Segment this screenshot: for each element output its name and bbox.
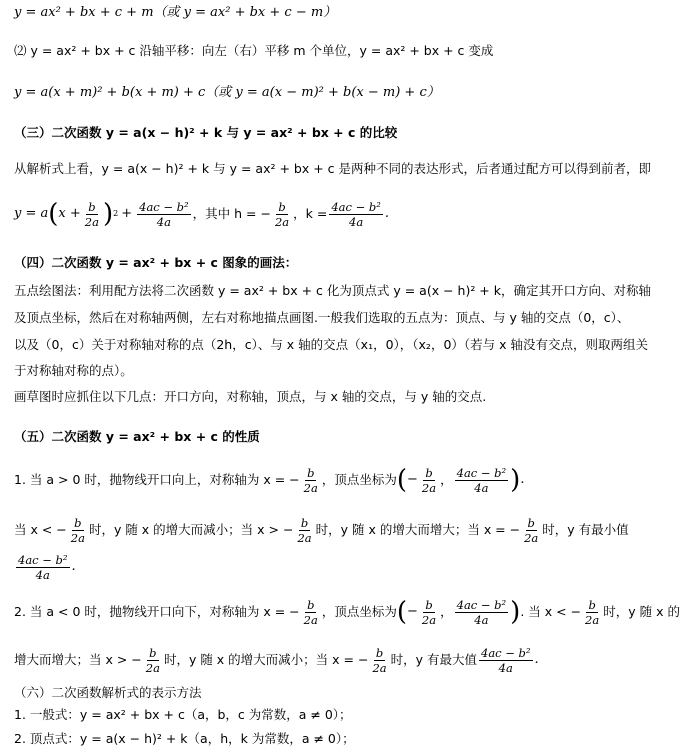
text-segment: 增大而增大；当 x > − bbox=[14, 652, 142, 667]
fraction-numerator: b bbox=[74, 515, 82, 530]
property-monotonic-min bbox=[14, 512, 629, 548]
fraction-denominator: 4a bbox=[474, 612, 489, 627]
heading-section-3: （三）二次函数 y = a(x − h)² + k 与 y = ax² + bx + c 的比较 bbox=[14, 125, 398, 140]
fraction-denominator: 2a bbox=[421, 612, 437, 627]
var-x: x + bbox=[58, 206, 81, 221]
fraction-numerator: b bbox=[527, 515, 535, 530]
where-k: ，k = bbox=[293, 206, 328, 221]
general-form-line: 1. 一般式：y = ax² + bx + c（a，b，c 为常数，a ≠ 0）； bbox=[14, 707, 352, 722]
text-segment: . 当 x < − bbox=[520, 604, 582, 619]
paragraph-section-4-e: 画草图时应抓住以下几点：开口方向，对称轴，顶点，与 x 轴的交点，与 y 轴的交点. bbox=[14, 389, 487, 404]
minus-sign: − bbox=[407, 604, 418, 619]
fraction-numerator: b bbox=[307, 597, 315, 612]
text-segment: 时，y 随 x 的增大而减小；当 x = − bbox=[163, 652, 369, 667]
property-a-positive bbox=[14, 462, 524, 498]
fraction-numerator: b bbox=[149, 645, 157, 660]
fraction-denominator: 4a bbox=[35, 567, 50, 582]
fraction-numerator: b bbox=[425, 465, 433, 480]
text-segment: ，顶点坐标为 bbox=[321, 472, 397, 487]
fraction-numerator: b bbox=[425, 597, 433, 612]
fraction-b-2a bbox=[295, 516, 313, 545]
period: . bbox=[534, 652, 539, 667]
fraction-denominator: 4a bbox=[156, 214, 171, 229]
fraction-numerator: 4ac − b² bbox=[18, 552, 68, 567]
paragraph-section-4-b: 及顶点坐标，然后在对称轴两侧，左右对称地描点画图.一般我们选取的五点为：顶点、与 y 轴的交点（0，c）、 bbox=[14, 310, 630, 325]
fraction-k bbox=[479, 646, 533, 675]
exponent-2: 2 bbox=[113, 209, 119, 218]
formula-line-3: y = a(x + m)² + b(x + m) + c（或 y = a(x − m)² + b(x − m) + c） bbox=[14, 85, 440, 100]
paren-close: ) bbox=[102, 199, 114, 229]
fraction-denominator: 2a bbox=[585, 612, 600, 627]
paragraph-section-4-d: 于对称轴对称的点）。 bbox=[14, 363, 133, 378]
fraction-numerator: b bbox=[88, 199, 96, 214]
formula-vertex-form bbox=[14, 196, 389, 232]
fraction-b-2a bbox=[144, 646, 162, 675]
property-a-negative bbox=[14, 594, 680, 630]
fraction-b-2a bbox=[583, 598, 601, 627]
text-segment: 时，y 有最大值 bbox=[390, 652, 477, 667]
text-segment: 时，y 随 x 的增大而增大；当 x = − bbox=[315, 522, 521, 537]
fraction-denominator: 2a bbox=[372, 660, 387, 675]
fraction-denominator: 2a bbox=[303, 480, 318, 495]
text-segment: 时，y 随 x 的 bbox=[603, 604, 680, 619]
text-segment: 时，y 有最小值 bbox=[542, 522, 629, 537]
heading-section-4: （四）二次函数 y = ax² + bx + c 图象的画法： bbox=[14, 255, 298, 270]
comma: ， bbox=[440, 604, 453, 619]
fraction-denominator: 4a bbox=[498, 660, 513, 675]
fraction-k bbox=[16, 553, 70, 582]
fraction-denominator: 2a bbox=[84, 214, 99, 229]
fraction-b-2a bbox=[370, 646, 388, 675]
period: . bbox=[71, 559, 76, 574]
where-h: ，其中 h = − bbox=[192, 206, 271, 221]
comma: ， bbox=[440, 472, 453, 487]
paren-open: ( bbox=[396, 597, 408, 627]
heading-section-6: （六）二次函数解析式的表示方法 bbox=[14, 685, 202, 700]
fraction-b-2a bbox=[420, 598, 438, 627]
paren-open: ( bbox=[396, 465, 408, 495]
fraction-denominator: 2a bbox=[274, 214, 290, 229]
fraction-numerator: 4ac − b² bbox=[331, 199, 381, 214]
fraction-numerator: b bbox=[307, 465, 315, 480]
fraction-denominator: 2a bbox=[297, 530, 312, 545]
fraction-numerator: b bbox=[278, 199, 286, 214]
fraction-numerator: 4ac − b² bbox=[139, 199, 189, 214]
text-segment: 2. 当 a < 0 时，抛物线开口向下，对称轴为 x = − bbox=[14, 604, 300, 619]
paren-open: ( bbox=[48, 199, 59, 229]
paren-close: ) bbox=[510, 465, 521, 495]
text-line-translation: ⑵ y = ax² + bx + c 沿轴平移：向左（右）平移 m 个单位，y = ax² + bx + c 变成 bbox=[14, 43, 494, 58]
text-segment: 当 x < − bbox=[14, 522, 67, 537]
fraction-numerator: b bbox=[375, 645, 384, 660]
fraction-denominator: 2a bbox=[421, 480, 437, 495]
fraction-numerator: b bbox=[300, 515, 309, 530]
plus-sign: + bbox=[121, 206, 133, 221]
fraction-k bbox=[137, 200, 191, 229]
period: . bbox=[384, 206, 390, 221]
fraction-b-2a bbox=[420, 466, 438, 495]
fraction-numerator: 4ac − b² bbox=[456, 597, 507, 612]
fraction-denominator: 2a bbox=[524, 530, 539, 545]
fraction-denominator: 4a bbox=[349, 214, 364, 229]
fraction-b-2a bbox=[302, 598, 320, 627]
fraction-denominator: 2a bbox=[145, 660, 160, 675]
fraction-numerator: 4ac − b² bbox=[456, 465, 507, 480]
fraction-numerator: b bbox=[588, 597, 596, 612]
period: . bbox=[520, 472, 525, 487]
text-segment: ，顶点坐标为 bbox=[321, 604, 397, 619]
paragraph-section-4-a: 五点绘图法：利用配方法将二次函数 y = ax² + bx + c 化为顶点式 y = a(x − h)² + k，确定其开口方向、对称轴 bbox=[14, 283, 651, 298]
fraction-denominator: 2a bbox=[303, 612, 318, 627]
fraction-k-value bbox=[329, 200, 383, 229]
fraction-k bbox=[455, 466, 509, 495]
vertex-form-line: 2. 顶点式：y = a(x − h)² + k（a，h，k 为常数，a ≠ 0）； bbox=[14, 731, 355, 746]
minus-sign: − bbox=[407, 472, 418, 487]
fraction-b-2a bbox=[83, 200, 101, 229]
text-segment: 时，y 随 x 的增大而减小；当 x > − bbox=[88, 522, 294, 537]
formula-prefix: y = a bbox=[14, 206, 49, 221]
fraction-denominator: 2a bbox=[70, 530, 85, 545]
fraction-b-2a bbox=[302, 466, 320, 495]
text-segment: 1. 当 a > 0 时，抛物线开口向上，对称轴为 x = − bbox=[14, 472, 300, 487]
paragraph-section-4-c: 以及（0，c）关于对称轴对称的点（2h，c）、与 x 轴的交点（x₁，0），（x₂，0）（若与 x 轴没有交点，则取两组关 bbox=[14, 337, 648, 352]
property-monotonic-max bbox=[14, 642, 539, 678]
formula-line-1: y = ax² + bx + c + m（或 y = ax² + bx + c − m） bbox=[14, 5, 337, 20]
fraction-b-2a bbox=[69, 516, 87, 545]
paren-close: ) bbox=[510, 597, 521, 627]
paragraph-section-3: 从解析式上看，y = a(x − h)² + k 与 y = ax² + bx + c 是两种不同的表达形式，后者通过配方可以得到前者，即 bbox=[14, 161, 651, 176]
heading-section-5: （五）二次函数 y = ax² + bx + c 的性质 bbox=[14, 429, 260, 444]
min-value-line bbox=[14, 550, 76, 584]
fraction-h bbox=[273, 200, 291, 229]
fraction-numerator: 4ac − b² bbox=[481, 645, 531, 660]
fraction-b-2a bbox=[522, 516, 540, 545]
fraction-k bbox=[455, 598, 509, 627]
fraction-denominator: 4a bbox=[474, 480, 489, 495]
